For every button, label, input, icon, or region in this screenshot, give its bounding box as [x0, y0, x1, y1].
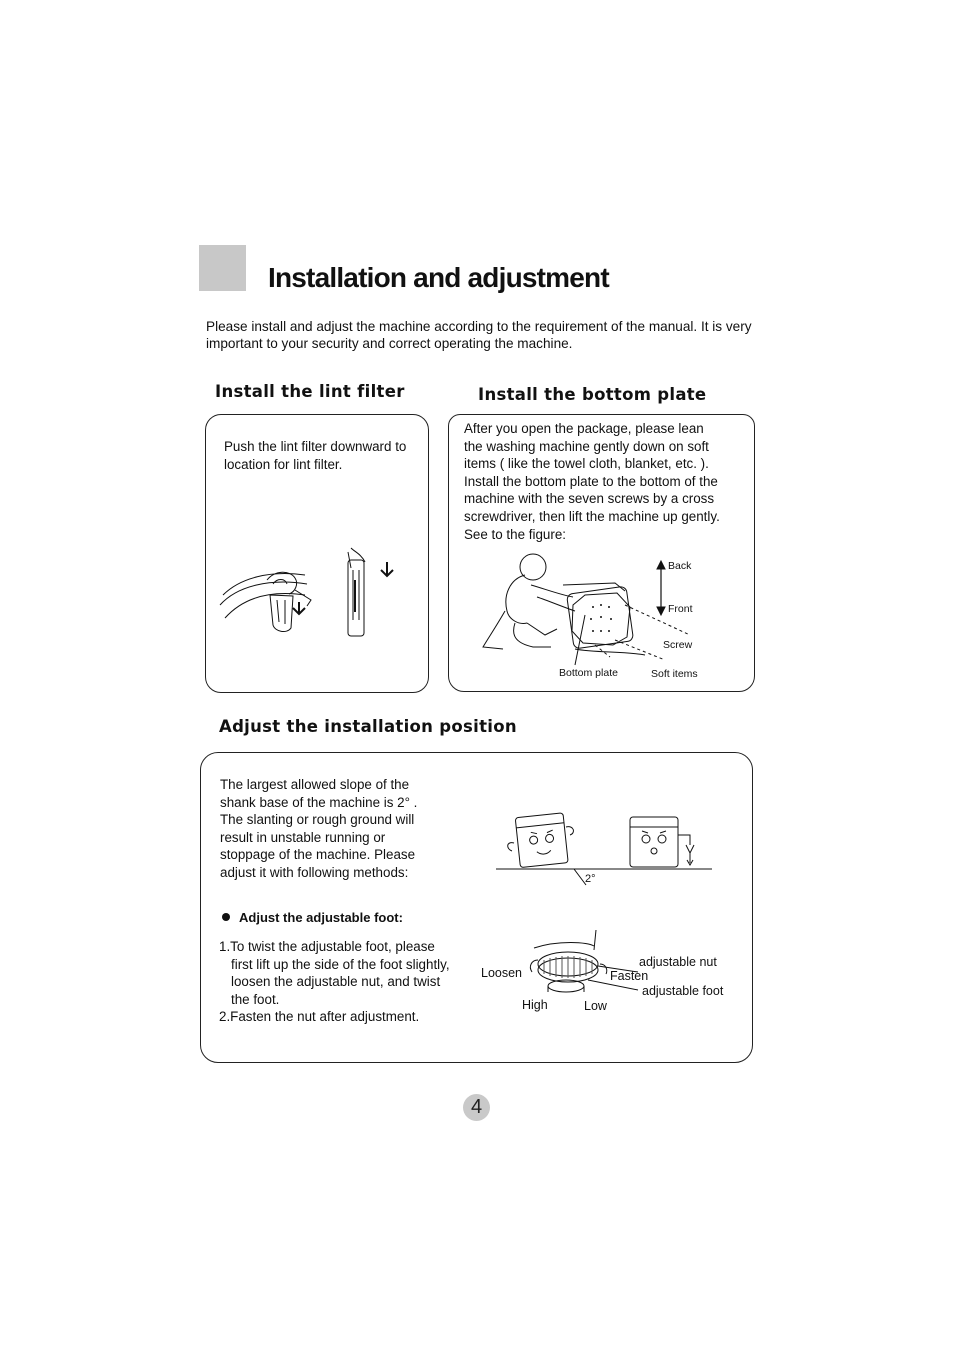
bullet-dot [222, 913, 230, 921]
label-soft-items: Soft items [651, 668, 698, 680]
adjust-steps [219, 938, 479, 1026]
step-line: 1.To twist the adjustable foot, please [219, 939, 435, 954]
label-bottom-plate: Bottom plate [559, 667, 618, 679]
bottom-plate-text-line: Install the bottom plate to the bottom of the [464, 473, 718, 489]
bottom-plate-text-line: items ( like the towel cloth, blanket, etc. ). [464, 456, 709, 472]
label-adjustable-nut: adjustable nut [639, 955, 717, 969]
intro-paragraph: Please install and adjust the machine according to the requirement of the manual. It is very important to your security and correct operating the machine. [206, 319, 752, 351]
angle-label: 2° [585, 873, 596, 885]
adjust-text-line: stoppage of the machine. Please [220, 847, 416, 863]
bottom-plate-text-line: See to the figure: [464, 526, 566, 542]
bottom-plate-text-line: the washing machine gently down on soft [464, 438, 709, 454]
label-back: Back [668, 560, 692, 572]
label-loosen: Loosen [481, 966, 523, 980]
adjust-position-heading: Adjust the installation position [219, 717, 517, 736]
label-front: Front [668, 603, 693, 615]
bottom-plate-text [464, 420, 754, 543]
label-screw: Screw [663, 639, 693, 651]
adjust-text-line: The slanting or rough ground will [220, 812, 415, 828]
step-line: first lift up the side of the foot slightly, [231, 956, 450, 972]
label-low: Low [584, 999, 607, 1013]
adjust-text-line: The largest allowed slope of the [220, 777, 410, 792]
adjust-position-text [220, 776, 460, 882]
bottom-plate-text-line: After you open the package, please lean [464, 421, 704, 436]
bottom-plate-heading: Install the bottom plate [478, 385, 707, 404]
label-fasten: Fasten [610, 969, 649, 983]
slope-illustration [496, 805, 716, 890]
section-marker-square [199, 245, 246, 291]
adjust-text-line: shank base of the machine is 2° . [220, 794, 418, 810]
label-adjustable-foot: adjustable foot [642, 984, 724, 998]
lint-filter-illustration [215, 540, 415, 645]
page-number: 4 [463, 1094, 490, 1121]
bottom-plate-text-line: screwdriver, then lift the machine up gently. [464, 508, 720, 524]
adjust-text-line: result in unstable running or [220, 829, 386, 845]
page-title: Installation and adjustment [268, 262, 609, 293]
adjustable-foot-illustration [528, 930, 648, 1005]
bullet-title: Adjust the adjustable foot: [239, 910, 403, 925]
bottom-plate-illustration [475, 545, 745, 685]
step-line: loosen the adjustable nut, and twist [231, 974, 441, 990]
adjust-position-panel [200, 752, 753, 1063]
label-high: High [522, 998, 548, 1012]
lint-filter-text: Push the lint filter downward to location for lint filter. [224, 439, 407, 472]
lint-filter-heading: Install the lint filter [215, 382, 405, 401]
bottom-plate-text-line: machine with the seven screws by a cross [464, 491, 715, 507]
adjust-text-line: adjust it with following methods: [220, 864, 409, 880]
step-line: 2.Fasten the nut after adjustment. [219, 1009, 420, 1025]
step-line: the foot. [231, 991, 280, 1007]
